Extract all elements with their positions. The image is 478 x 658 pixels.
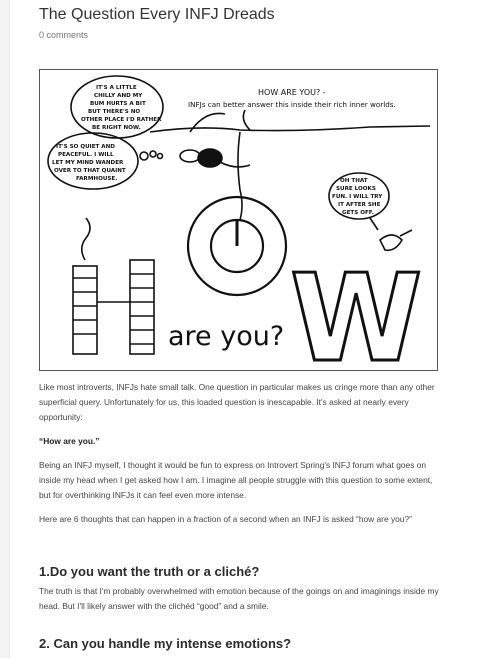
quote-paragraph: “How are you.” [39, 436, 100, 446]
intro-paragraph: Like most introverts, INFJs hate small talk. One question in particular makes us cringe more than any other superficial query. Unfortunately for us, this loaded question is inescapable. It's asked at nearly every opportunity: [39, 382, 435, 422]
bubble2-line: OVER TO THAT QUAINT [54, 168, 126, 174]
how-are-you-drawing [40, 70, 437, 370]
bubble2-line: PEACEFUL. I WILL [58, 152, 114, 158]
illustration-caption-heading: HOW ARE YOU? - [258, 88, 326, 97]
illustration-caption-subtitle: INFJs can better answer this inside their rich inner worlds. [188, 100, 396, 109]
bubble1-line: CHILLY AND MY [94, 93, 143, 99]
body-paragraph: Being an INFJ myself, I thought it would be fun to express on Introvert Spring's INFJ forum what goes on inside my head when I get asked how I am. I imagine all people struggle with this question to some extent, but for overthinking INFJs it can feel even more intense. [39, 460, 433, 500]
bubble1-line: IT'S A LITTLE [96, 85, 137, 91]
section-heading-1: 1.Do you want the truth or a cliché? [39, 564, 260, 579]
bubble1-line: OTHER PLACE I'D RATHER [81, 117, 162, 123]
section-heading-2: 2. Can you handle my intense emotions? [39, 636, 292, 651]
bubble1-line: BUM HURTS A BIT [90, 101, 146, 107]
bubble2-line: IT'S SO QUIET AND [56, 144, 115, 150]
bubble3-line: SURE LOOKS [336, 186, 376, 192]
page-left-edge [0, 0, 10, 658]
are-you-text: are you? [168, 321, 285, 352]
section-1-paragraph: The truth is that I'm probably overwhelmed with emotion because of the goings on and imaginings inside my head. But I'll likely answer with the clichéd “good” and a smile. [39, 586, 439, 611]
letter-w: W [290, 250, 423, 370]
bubble1-line: BUT THERE'S NO [88, 109, 141, 115]
bird-icon [380, 235, 402, 250]
article-illustration [39, 69, 438, 371]
bubble2-line: FARMHOUSE. [76, 176, 118, 182]
bubble3-line: FUN. I WILL TRY [332, 194, 383, 200]
bubble3-line: OH THAT [340, 178, 368, 184]
person-figure [198, 149, 222, 167]
bubble3-line: IT AFTER SHE [338, 202, 381, 208]
swing-rope [238, 132, 242, 220]
bubble2-line: LET MY MIND WANDER [52, 160, 124, 166]
comments-link[interactable]: 0 comments [39, 30, 89, 40]
body-paragraph: Here are 6 thoughts that can happen in a fraction of a second when an INFJ is asked “how are you?” [39, 514, 412, 524]
article-title: The Question Every INFJ Dreads [39, 6, 275, 23]
bubble3-line: GETS OFF. [342, 210, 374, 216]
bubble1-line: BE RIGHT NOW. [92, 125, 141, 131]
